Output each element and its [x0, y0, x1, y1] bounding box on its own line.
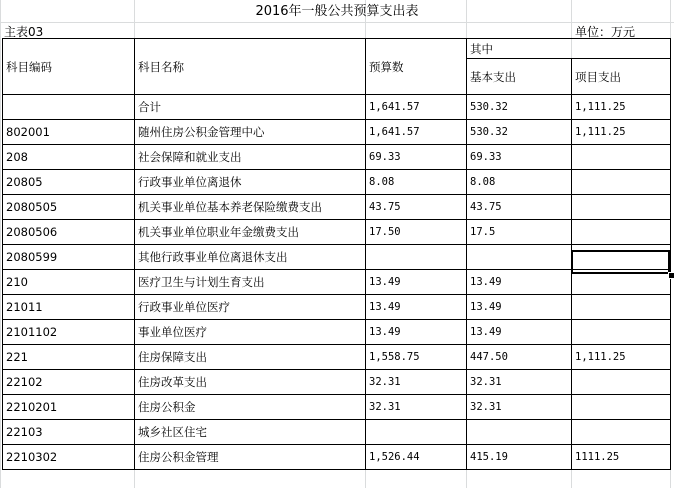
cell-budget[interactable]: 1,641.57: [366, 120, 467, 145]
header-of-which[interactable]: 其中: [467, 39, 671, 59]
cell-basic[interactable]: 13.49: [467, 270, 572, 295]
cell-name[interactable]: 城乡社区住宅: [135, 420, 366, 445]
cell-name[interactable]: 社会保障和就业支出: [135, 145, 366, 170]
header-code[interactable]: 科目编码: [3, 39, 135, 95]
cell-basic[interactable]: 415.19: [467, 445, 572, 470]
cell-basic[interactable]: 69.33: [467, 145, 572, 170]
cell-basic[interactable]: 32.31: [467, 370, 572, 395]
table-row: [3, 145, 671, 170]
cell-basic[interactable]: 530.32: [467, 95, 572, 120]
table-row: [3, 170, 671, 195]
table-row: [3, 445, 671, 470]
table-row: [3, 120, 671, 145]
table-row: [3, 295, 671, 320]
cell-name[interactable]: 行政事业单位离退休: [135, 170, 366, 195]
cell-code[interactable]: 210: [3, 270, 135, 295]
cell-code[interactable]: 221: [3, 345, 135, 370]
cell-budget[interactable]: [366, 420, 467, 445]
table-row: [3, 195, 671, 220]
cell-project[interactable]: [572, 295, 671, 320]
cell-code[interactable]: 2080505: [3, 195, 135, 220]
cell-basic[interactable]: 17.5: [467, 220, 572, 245]
cell-project[interactable]: 1,111.25: [572, 120, 671, 145]
cell-name[interactable]: 其他行政事业单位离退休支出: [135, 245, 366, 270]
cell-code[interactable]: 208: [3, 145, 135, 170]
cell-basic[interactable]: 32.31: [467, 395, 572, 420]
cell-code[interactable]: 2080599: [3, 245, 135, 270]
cell-budget[interactable]: 13.49: [366, 295, 467, 320]
cell-code[interactable]: 20805: [3, 170, 135, 195]
cell-basic[interactable]: 447.50: [467, 345, 572, 370]
table-row: [3, 345, 671, 370]
cell-project[interactable]: 1,111.25: [572, 345, 671, 370]
cell-budget[interactable]: [366, 245, 467, 270]
table-row: [3, 220, 671, 245]
table-title[interactable]: 2016年一般公共预算支出表: [255, 4, 419, 19]
unit-label[interactable]: 单位：万元: [575, 25, 636, 39]
cell-project[interactable]: [572, 145, 671, 170]
cell-budget[interactable]: 43.75: [366, 195, 467, 220]
cell-basic[interactable]: 530.32: [467, 120, 572, 145]
cell-project[interactable]: [572, 395, 671, 420]
cell-name[interactable]: 合计: [135, 95, 366, 120]
cell-code[interactable]: 2210201: [3, 395, 135, 420]
table-row: [3, 320, 671, 345]
active-cell-selection[interactable]: [571, 250, 670, 274]
cell-basic[interactable]: [467, 245, 572, 270]
form-code[interactable]: 主表03: [4, 25, 44, 39]
cell-budget[interactable]: 1,526.44: [366, 445, 467, 470]
cell-budget[interactable]: 1,558.75: [366, 345, 467, 370]
cell-budget[interactable]: 32.31: [366, 370, 467, 395]
cell-code[interactable]: 22103: [3, 420, 135, 445]
cell-budget[interactable]: 13.49: [366, 320, 467, 345]
cell-basic[interactable]: [467, 420, 572, 445]
cell-code[interactable]: 2101102: [3, 320, 135, 345]
cell-project[interactable]: 1111.25: [572, 445, 671, 470]
table-row: [3, 395, 671, 420]
cell-code[interactable]: 22102: [3, 370, 135, 395]
cell-name[interactable]: 医疗卫生与计划生育支出: [135, 270, 366, 295]
cell-name[interactable]: 机关事业单位基本养老保险缴费支出: [135, 195, 366, 220]
cell-project[interactable]: [572, 220, 671, 245]
table-row: [3, 420, 671, 445]
cell-project[interactable]: [572, 170, 671, 195]
cell-code[interactable]: [3, 95, 135, 120]
cell-budget[interactable]: 13.49: [366, 270, 467, 295]
cell-basic[interactable]: 13.49: [467, 320, 572, 345]
cell-code[interactable]: 2210302: [3, 445, 135, 470]
cell-name[interactable]: 行政事业单位医疗: [135, 295, 366, 320]
cell-project[interactable]: 1,111.25: [572, 95, 671, 120]
cell-basic[interactable]: 8.08: [467, 170, 572, 195]
cell-code[interactable]: 21011: [3, 295, 135, 320]
cell-budget[interactable]: 8.08: [366, 170, 467, 195]
header-basic[interactable]: 基本支出: [467, 59, 572, 95]
table-row: [3, 95, 671, 120]
cell-budget[interactable]: 69.33: [366, 145, 467, 170]
cell-name[interactable]: 住房保障支出: [135, 345, 366, 370]
table-row: [3, 370, 671, 395]
cell-name[interactable]: 住房公积金管理: [135, 445, 366, 470]
cell-name[interactable]: 随州住房公积金管理中心: [135, 120, 366, 145]
cell-project[interactable]: [572, 420, 671, 445]
cell-basic[interactable]: 13.49: [467, 295, 572, 320]
cell-name[interactable]: 机关事业单位职业年金缴费支出: [135, 220, 366, 245]
cell-budget[interactable]: 1,641.57: [366, 95, 467, 120]
gridline: [0, 0, 1, 488]
cell-name[interactable]: 住房公积金: [135, 395, 366, 420]
gridline: [0, 22, 674, 23]
cell-project[interactable]: [572, 320, 671, 345]
header-project[interactable]: 项目支出: [572, 59, 671, 95]
cell-basic[interactable]: 43.75: [467, 195, 572, 220]
header-row: [3, 39, 671, 59]
cell-code[interactable]: 802001: [3, 120, 135, 145]
cell-budget[interactable]: 32.31: [366, 395, 467, 420]
fill-handle[interactable]: [668, 272, 674, 279]
cell-name[interactable]: 事业单位医疗: [135, 320, 366, 345]
cell-project[interactable]: [572, 195, 671, 220]
cell-code[interactable]: 2080506: [3, 220, 135, 245]
header-name[interactable]: 科目名称: [135, 39, 366, 95]
cell-budget[interactable]: 17.50: [366, 220, 467, 245]
header-budget[interactable]: 预算数: [366, 39, 467, 95]
cell-project[interactable]: [572, 370, 671, 395]
cell-name[interactable]: 住房改革支出: [135, 370, 366, 395]
